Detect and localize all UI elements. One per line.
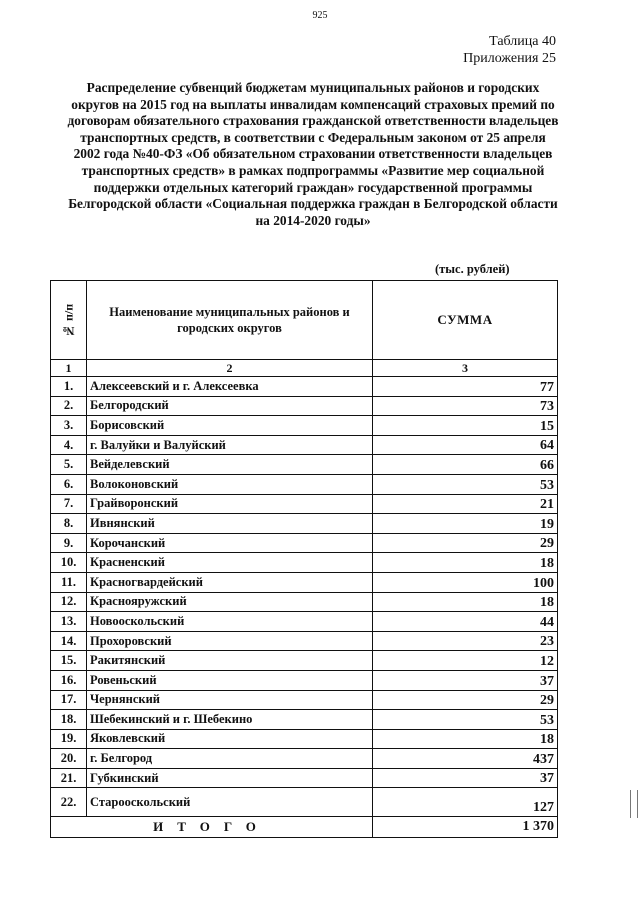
table-row xyxy=(51,710,558,730)
district-name: Шебекинский и г. Шебекино xyxy=(87,710,373,730)
row-sum: 15 xyxy=(373,416,558,436)
table-row xyxy=(51,377,558,397)
row-sum: 37 xyxy=(373,768,558,788)
district-name: Красногвардейский xyxy=(87,572,373,592)
row-number: 7. xyxy=(51,494,87,514)
table-row xyxy=(51,435,558,455)
row-sum: 18 xyxy=(373,729,558,749)
row-number: 18. xyxy=(51,710,87,730)
row-number: 10. xyxy=(51,553,87,573)
district-name: Ровеньский xyxy=(87,670,373,690)
row-sum: 19 xyxy=(373,514,558,534)
row-number: 17. xyxy=(51,690,87,710)
row-number: 16. xyxy=(51,670,87,690)
row-number: 5. xyxy=(51,455,87,475)
row-sum: 21 xyxy=(373,494,558,514)
row-sum: 127 xyxy=(373,788,558,817)
appendix-label: Приложения 25 xyxy=(463,51,556,66)
row-number: 6. xyxy=(51,474,87,494)
row-number: 12. xyxy=(51,592,87,612)
district-name: Алексеевский и г. Алексеевка xyxy=(87,377,373,397)
row-number: 11. xyxy=(51,572,87,592)
table-row xyxy=(51,670,558,690)
total-sum: 1 370 xyxy=(373,817,558,838)
district-name: г. Валуйки и Валуйский xyxy=(87,435,373,455)
row-number: 13. xyxy=(51,612,87,632)
row-sum: 437 xyxy=(373,749,558,769)
table-row xyxy=(51,768,558,788)
row-sum: 66 xyxy=(373,455,558,475)
row-number: 22. xyxy=(51,788,87,817)
table-label: Таблица 40 xyxy=(489,34,556,49)
district-name: Корочанский xyxy=(87,533,373,553)
row-sum: 37 xyxy=(373,670,558,690)
column-index-row xyxy=(51,360,558,377)
row-sum: 12 xyxy=(373,651,558,671)
scan-edge-mark xyxy=(630,790,638,818)
table-row xyxy=(51,494,558,514)
district-name: г. Белгород xyxy=(87,749,373,769)
district-name: Прохоровский xyxy=(87,631,373,651)
district-name: Белгородский xyxy=(87,396,373,416)
district-name: Старооскольский xyxy=(87,788,373,817)
row-number: 8. xyxy=(51,514,87,534)
table-row xyxy=(51,416,558,436)
district-name: Губкинский xyxy=(87,768,373,788)
row-sum: 100 xyxy=(373,572,558,592)
row-sum: 53 xyxy=(373,710,558,730)
row-number: 1. xyxy=(51,377,87,397)
row-number: 14. xyxy=(51,631,87,651)
district-name: Красненский xyxy=(87,553,373,573)
table-row xyxy=(51,514,558,534)
table-row xyxy=(51,690,558,710)
table-row xyxy=(51,612,558,632)
district-name: Борисовский xyxy=(87,416,373,436)
page-number: 925 xyxy=(312,10,328,21)
table-row xyxy=(51,788,558,817)
district-name: Чернянский xyxy=(87,690,373,710)
table-row xyxy=(51,631,558,651)
table-row xyxy=(51,729,558,749)
row-sum: 29 xyxy=(373,533,558,553)
table-row xyxy=(51,396,558,416)
total-row xyxy=(51,817,558,838)
header-num: № п/п xyxy=(51,281,87,360)
district-name: Грайворонский xyxy=(87,494,373,514)
row-number: 9. xyxy=(51,533,87,553)
table-row xyxy=(51,749,558,769)
row-number: 19. xyxy=(51,729,87,749)
row-number: 2. xyxy=(51,396,87,416)
district-name: Новооскольский xyxy=(87,612,373,632)
district-name: Краснояружский xyxy=(87,592,373,612)
row-sum: 44 xyxy=(373,612,558,632)
row-sum: 18 xyxy=(373,592,558,612)
total-label: ИТОГО xyxy=(51,817,373,838)
units-label: (тыс. рублей) xyxy=(435,262,510,276)
row-number: 20. xyxy=(51,749,87,769)
table-row xyxy=(51,533,558,553)
district-name: Ракитянский xyxy=(87,651,373,671)
row-number: 21. xyxy=(51,768,87,788)
table-row xyxy=(51,592,558,612)
row-sum: 73 xyxy=(373,396,558,416)
row-sum: 18 xyxy=(373,553,558,573)
column-index: 2 xyxy=(87,360,373,377)
document-title: Распределение субвенций бюджетам муниципальных районов и городских округов на 2015 год на выплаты инвалидам компенсаций страховых премий по договорам обязательного страхования гражданской ответственности владельцев транспортных средств, в соответствии с Федеральным законом от 25 апреля 2002 года №40-ФЗ «Об обязательном страховании ответственности владельцев транспортных средств» в рамках подпрограммы «Развитие мер социальной поддержки отдельных категорий граждан» государственной программы Белгородской области «Социальная поддержка граждан в Белгородской области на 2014-2020 годы» xyxy=(67,80,559,228)
table-header-row xyxy=(51,281,558,360)
district-name: Яковлевский xyxy=(87,729,373,749)
header-sum: СУММА xyxy=(373,281,558,360)
header-name: Наименование муниципальных районов и городских округов xyxy=(87,281,373,360)
table-row xyxy=(51,651,558,671)
subsidy-table xyxy=(50,280,558,838)
column-index: 3 xyxy=(373,360,558,377)
table-row xyxy=(51,474,558,494)
column-index: 1 xyxy=(51,360,87,377)
row-number: 3. xyxy=(51,416,87,436)
row-sum: 23 xyxy=(373,631,558,651)
row-sum: 53 xyxy=(373,474,558,494)
table-row xyxy=(51,553,558,573)
table-row xyxy=(51,455,558,475)
row-sum: 77 xyxy=(373,377,558,397)
row-number: 15. xyxy=(51,651,87,671)
district-name: Вейделевский xyxy=(87,455,373,475)
table-row xyxy=(51,572,558,592)
row-sum: 29 xyxy=(373,690,558,710)
district-name: Волоконовский xyxy=(87,474,373,494)
district-name: Ивнянский xyxy=(87,514,373,534)
row-sum: 64 xyxy=(373,435,558,455)
row-number: 4. xyxy=(51,435,87,455)
